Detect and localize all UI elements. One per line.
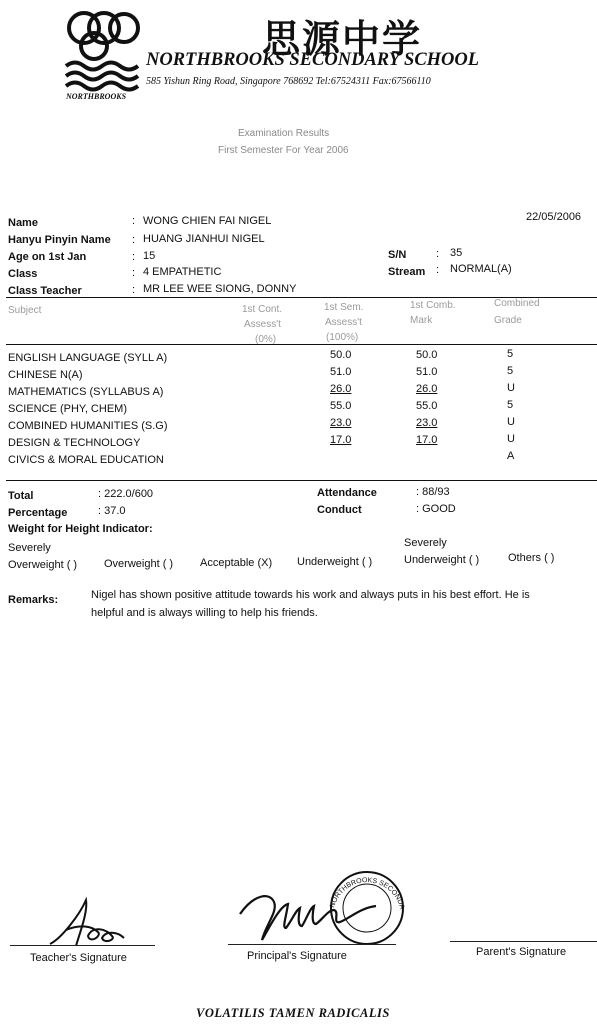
attendance-label: Attendance (317, 487, 377, 499)
stream-label: Stream (388, 266, 426, 278)
remarks-line-1: Nigel has shown positive attitude towards his work and always puts in his best effort. He is (91, 589, 530, 601)
parent-signature-line (450, 941, 597, 942)
header-comb-2: Mark (410, 315, 433, 326)
row-comb-mark: 50.0 (416, 349, 438, 361)
principal-signature-label: Principal's Signature (247, 950, 347, 962)
row-comb-mark: 17.0 (416, 434, 438, 446)
teacher-label: Class Teacher (8, 285, 82, 297)
severely-underweight-option: Underweight ( ) (404, 554, 480, 566)
acceptable-option: Acceptable (X) (200, 557, 273, 569)
row-grade: 5 (507, 399, 514, 411)
school-address: 585 Yishun Ring Road, Singapore 768692 Tel:67524311 Fax:67566110 (146, 76, 431, 87)
row-sem-mark: 26.0 (330, 383, 352, 395)
school-logo (60, 6, 142, 102)
student-name: WONG CHIEN FAI NIGEL (143, 215, 272, 227)
principal-signature-line (228, 944, 396, 945)
row-subject: CIVICS & MORAL EDUCATION (8, 454, 164, 466)
school-english-name: NORTHBROOKS SECONDARY SCHOOL (146, 50, 480, 70)
report-title: Examination Results (238, 128, 330, 139)
age-label: Age on 1st Jan (8, 251, 87, 263)
school-motto: VOLATILIS TAMEN RADICALIS (196, 1006, 390, 1020)
header-cont-3: (0%) (255, 334, 277, 345)
underweight-option: Underweight ( ) (297, 556, 373, 568)
student-age: 15 (143, 250, 156, 262)
row-comb-mark: 51.0 (416, 366, 438, 378)
student-stream: NORMAL(A) (450, 263, 512, 275)
total-label: Total (8, 490, 34, 502)
teacher-signature-line (10, 945, 155, 946)
header-grade-1: Combined (494, 298, 540, 309)
header-cont-1: 1st Cont. (242, 304, 283, 315)
name-label: Name (8, 217, 38, 229)
row-grade: U (507, 416, 515, 428)
sn-label: S/N (388, 249, 407, 261)
row-subject: MATHEMATICS (SYLLABUS A) (8, 386, 164, 398)
row-subject: CHINESE N(A) (8, 369, 83, 381)
age-colon: : (132, 251, 136, 263)
class-label: Class (8, 268, 38, 280)
name-colon: : (132, 215, 136, 227)
logo-caption: NORTHBROOKS (66, 92, 127, 101)
row-grade: 5 (507, 365, 514, 377)
row-comb-mark: 26.0 (416, 383, 438, 395)
header-grade-2: Grade (494, 315, 522, 326)
teacher-signature-label: Teacher's Signature (30, 952, 127, 964)
row-subject: ENGLISH LANGUAGE (SYLL A) (8, 352, 168, 364)
row-sem-mark: 51.0 (330, 366, 352, 378)
school-logo-icon (60, 6, 142, 102)
class-teacher: MR LEE WEE SIONG, DONNY (143, 283, 297, 295)
remarks-label: Remarks: (8, 594, 59, 606)
stream-colon: : (436, 264, 440, 276)
school-chinese-name: 思源中学 (262, 16, 423, 61)
student-sn: 35 (450, 247, 463, 259)
header-cont-2: Assess't (244, 319, 281, 330)
teacher-colon: : (132, 284, 136, 296)
row-grade: A (507, 450, 515, 462)
overweight-option: Overweight ( ) (104, 558, 174, 570)
report-subtitle: First Semester For Year 2006 (218, 145, 349, 156)
teacher-signature-mark (40, 892, 130, 952)
class-colon: : (132, 267, 136, 279)
header-subject: Subject (8, 305, 42, 316)
conduct-label: Conduct (317, 504, 362, 516)
row-sem-mark: 23.0 (330, 417, 352, 429)
pinyin-label: Hanyu Pinyin Name (8, 234, 111, 246)
pinyin-colon: : (132, 234, 136, 246)
others-option: Others ( ) (508, 552, 555, 564)
percentage-value: : 37.0 (98, 505, 126, 517)
header-sem-2: Assess't (325, 317, 362, 328)
total-value: : 222.0/600 (98, 488, 154, 500)
header-sem-3: (100%) (326, 332, 359, 343)
row-subject: SCIENCE (PHY, CHEM) (8, 403, 127, 415)
attendance-value: : 88/93 (416, 486, 450, 498)
row-sem-mark: 50.0 (330, 349, 352, 361)
remarks-line-2: helpful and is always willing to help his friends. (91, 607, 318, 619)
report-date: 22/05/2006 (526, 211, 582, 223)
row-subject: COMBINED HUMANITIES (S.G) (8, 420, 168, 432)
header-comb-1: 1st Comb. (410, 300, 456, 311)
percentage-label: Percentage (8, 507, 68, 519)
row-grade: U (507, 382, 515, 394)
divider-bottom (6, 480, 597, 481)
severely-overweight-option: Overweight ( ) (8, 559, 78, 571)
row-comb-mark: 23.0 (416, 417, 438, 429)
stamp-text: NORTHBROOKS SECONDA (329, 877, 406, 911)
weight-indicator-label: Weight for Height Indicator: (8, 523, 153, 535)
severely-overweight-line1: Severely (8, 542, 51, 554)
row-sem-mark: 55.0 (330, 400, 352, 412)
divider-header (6, 344, 597, 345)
row-comb-mark: 55.0 (416, 400, 438, 412)
header-sem-1: 1st Sem. (324, 302, 364, 313)
student-class: 4 EMPATHETIC (143, 266, 222, 278)
conduct-value: : GOOD (416, 503, 456, 515)
severely-underweight-line1: Severely (404, 537, 447, 549)
sn-colon: : (436, 248, 440, 260)
row-subject: DESIGN & TECHNOLOGY (8, 437, 141, 449)
student-pinyin: HUANG JIANHUI NIGEL (143, 233, 265, 245)
row-grade: U (507, 433, 515, 445)
parent-signature-label: Parent's Signature (476, 946, 567, 958)
school-stamp (322, 866, 412, 946)
row-sem-mark: 17.0 (330, 434, 352, 446)
row-grade: 5 (507, 348, 514, 360)
